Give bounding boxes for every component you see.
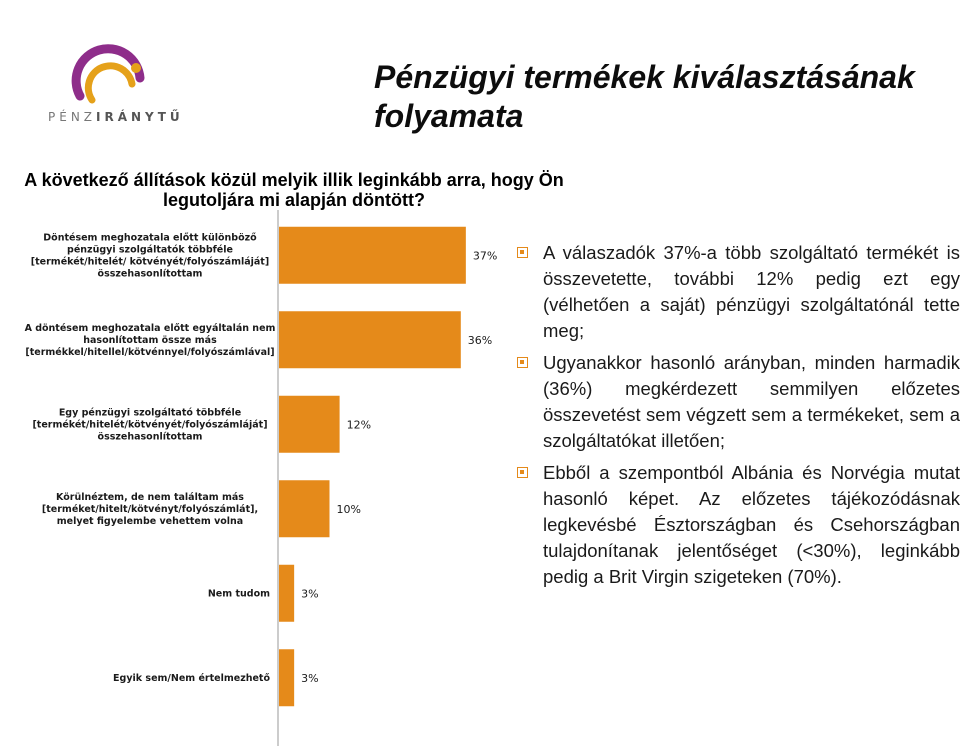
- value-label: 37%: [472, 249, 498, 263]
- bar: [279, 227, 466, 284]
- bar: [279, 649, 294, 706]
- bullet-item: A válaszadók 37%-a több szolgáltató termékét is összevetette, további 12% pedig ezt egy (vélhetően a saját) pénzügyi szolgáltatónál tette meg;: [517, 240, 960, 344]
- bar-chart: [0, 210, 520, 746]
- bar: [279, 480, 330, 537]
- logo-wordmark: PÉNZIRÁNYTŰ: [48, 110, 184, 124]
- square-bullet-icon: [517, 467, 528, 478]
- square-bullet-icon: [517, 247, 528, 258]
- bullet-list: [517, 240, 960, 596]
- bullet-item: Ebből a szempontból Albánia és Norvégia mutat hasonló képet. Az előzetes tájékozódásnak legkevésbé Észtországban és Csehországban tulajdonítanak jelentőséget (<30%), leginkább pedig a Brit Virgin szigeteken (70%).: [517, 460, 960, 590]
- square-bullet-icon: [517, 357, 528, 368]
- value-label: 36%: [467, 333, 493, 347]
- category-label: A döntésem meghozatala előtt egyáltalán nem hasonlítottam össze más [termékkel/hitellel/kötvénnyel/folyószámlával]: [24, 322, 276, 358]
- category-label: Döntésem meghozatala előtt különböző pénzügyi szolgáltatók többféle [termékét/hitelét/ kötvényét/folyószámláját] összehasonlítottam: [30, 232, 270, 280]
- slide-title: Pénzügyi termékek kiválasztásának folyamata: [374, 59, 915, 134]
- bar: [279, 311, 461, 368]
- bullet-item: Ugyanakkor hasonló arányban, minden harmadik (36%) megkérdezett semmilyen előzetes összevetést sem végzett sem a termékeket, sem a szolgáltatókat illetően;: [517, 350, 960, 454]
- bar: [279, 396, 340, 453]
- value-label: 12%: [346, 418, 372, 432]
- bar: [279, 565, 294, 622]
- survey-question: A következő állítások közül melyik illik leginkább arra, hogy Ön legutoljára mi alapján döntött?: [24, 170, 564, 210]
- category-label: Nem tudom: [207, 588, 270, 600]
- category-label: Egy pénzügyi szolgáltató többféle [termékét/hitelét/kötvényét/folyószámláját] összehasonlítottam: [32, 407, 268, 443]
- value-label: 3%: [301, 671, 319, 685]
- category-label: Egyik sem/Nem értelmezhető: [113, 672, 270, 684]
- category-label: Körülnéztem, de nem találtam más [terméket/hitelt/kötvényt/folyószámlát], melyet figyelembe vehettem volna: [41, 491, 259, 527]
- value-label: 10%: [336, 502, 361, 516]
- value-label: 3%: [301, 587, 319, 601]
